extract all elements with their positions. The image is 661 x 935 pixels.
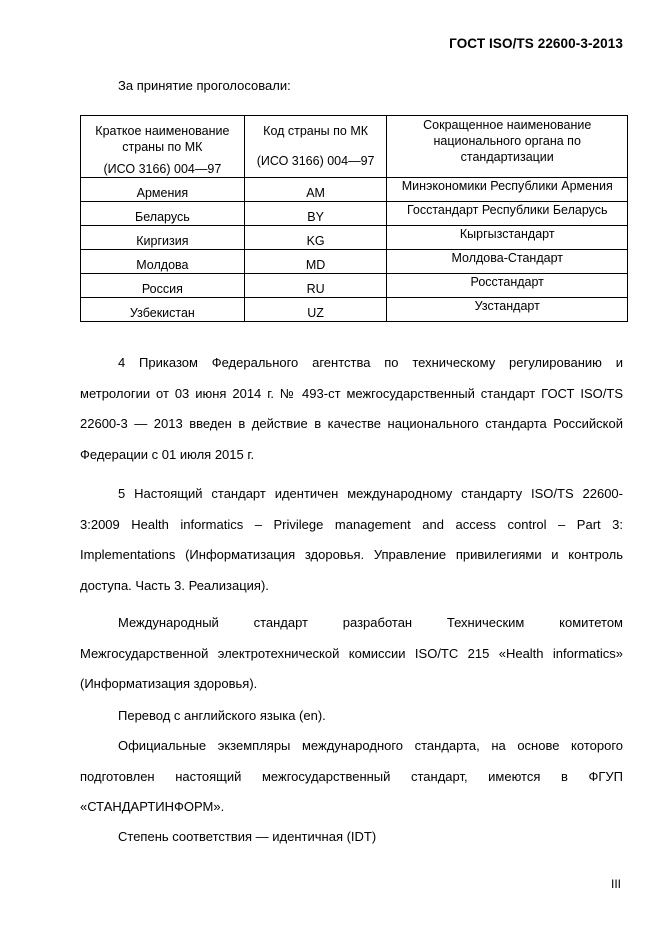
national-body-cell: Минэкономики Республики Армения (387, 178, 628, 202)
header-country-name (81, 116, 245, 178)
text-line: 4 Приказом Федерального агентства по техническому регулированию и (118, 355, 623, 370)
text-line: 5 Настоящий стандарт идентичен международному стандарту ISO/TS 22600- (118, 486, 623, 501)
table-row (81, 226, 628, 250)
header-line: Код страны по МК (263, 124, 369, 138)
header-line: (ИСО 3166) 004—97 (103, 162, 222, 176)
national-body-cell: Молдова-Стандарт (387, 250, 628, 274)
country-cell: Армения (81, 178, 245, 202)
code-cell: AM (244, 178, 387, 202)
text-line: 3:2009 Health informatics – Privilege management and access control – Part 3: (80, 516, 623, 532)
country-cell: Россия (81, 274, 245, 298)
code-cell: BY (244, 202, 387, 226)
header-line: страны по МК (122, 140, 203, 154)
header-country-code (244, 116, 387, 178)
national-body-cell: Кыргызстандарт (387, 226, 628, 250)
country-cell: Узбекистан (81, 298, 245, 322)
header-line: (ИСО 3166) 004—97 (256, 154, 375, 168)
document-header: ГОСТ ISO/TS 22600-3-2013 (449, 36, 623, 51)
code-cell: RU (244, 274, 387, 298)
code-cell: MD (244, 250, 387, 274)
code-cell: KG (244, 226, 387, 250)
header-line: стандартизации (460, 150, 554, 164)
country-cell: Киргизия (81, 226, 245, 250)
header-line: Сокращенное наименование (423, 118, 592, 132)
text-line: Официальные экземпляры международного стандарта, на основе которого (118, 738, 623, 753)
table-row (81, 202, 628, 226)
paragraph-4-adoption (80, 348, 623, 470)
text-line: 22600-3 — 2013 введен в действие в качестве национального стандарта Российской (80, 416, 623, 431)
national-body-cell: Росстандарт (387, 274, 628, 298)
paragraph-5-identity (80, 479, 623, 601)
table-row (81, 298, 628, 322)
header-national-body (387, 116, 628, 178)
text-line: (Информатизация здоровья). (80, 676, 258, 691)
header-line: национального органа по (433, 134, 581, 148)
header-line: Краткое наименование (95, 124, 230, 138)
national-body-cell: Госстандарт Республики Беларусь (387, 202, 628, 226)
conformity-degree: Степень соответствия — идентичная (IDT) (118, 829, 377, 844)
text-line: «СТАНДАРТИНФОРМ». (80, 799, 225, 814)
national-body-cell: Узстандарт (387, 298, 628, 322)
country-cell: Беларусь (81, 202, 245, 226)
voting-intro: За принятие проголосовали: (118, 78, 291, 93)
country-cell: Молдова (81, 250, 245, 274)
table-header-row (81, 116, 628, 178)
text-line: метрологии от 03 июня 2014 г. № 493-ст межгосударственный стандарт ГОСТ ISO/TS (80, 385, 623, 401)
translation-note: Перевод с английского языка (en). (118, 708, 326, 723)
paragraph-official-copies (80, 731, 623, 823)
code-cell: UZ (244, 298, 387, 322)
text-line: доступа. Часть 3. Реализация). (80, 577, 269, 593)
table-row (81, 250, 628, 274)
page-number: III (610, 877, 621, 891)
text-line: Межгосударственной электротехнической комиссии ISO/TC 215 «Health informatics» (80, 645, 623, 661)
table-row (81, 178, 628, 202)
text-line: Федерации с 01 июля 2015 г. (80, 446, 255, 462)
text-line: подготовлен настоящий межгосударственный стандарт, имеются в ФГУП (80, 768, 623, 784)
member-countries-table (80, 115, 628, 322)
text-line: Международный стандарт разработан Техническим комитетом (118, 615, 623, 630)
text-line: Implementations (Информатизация здоровья. Управление привилегиями и контроль (80, 547, 623, 562)
paragraph-developer (80, 608, 623, 700)
table-row (81, 274, 628, 298)
